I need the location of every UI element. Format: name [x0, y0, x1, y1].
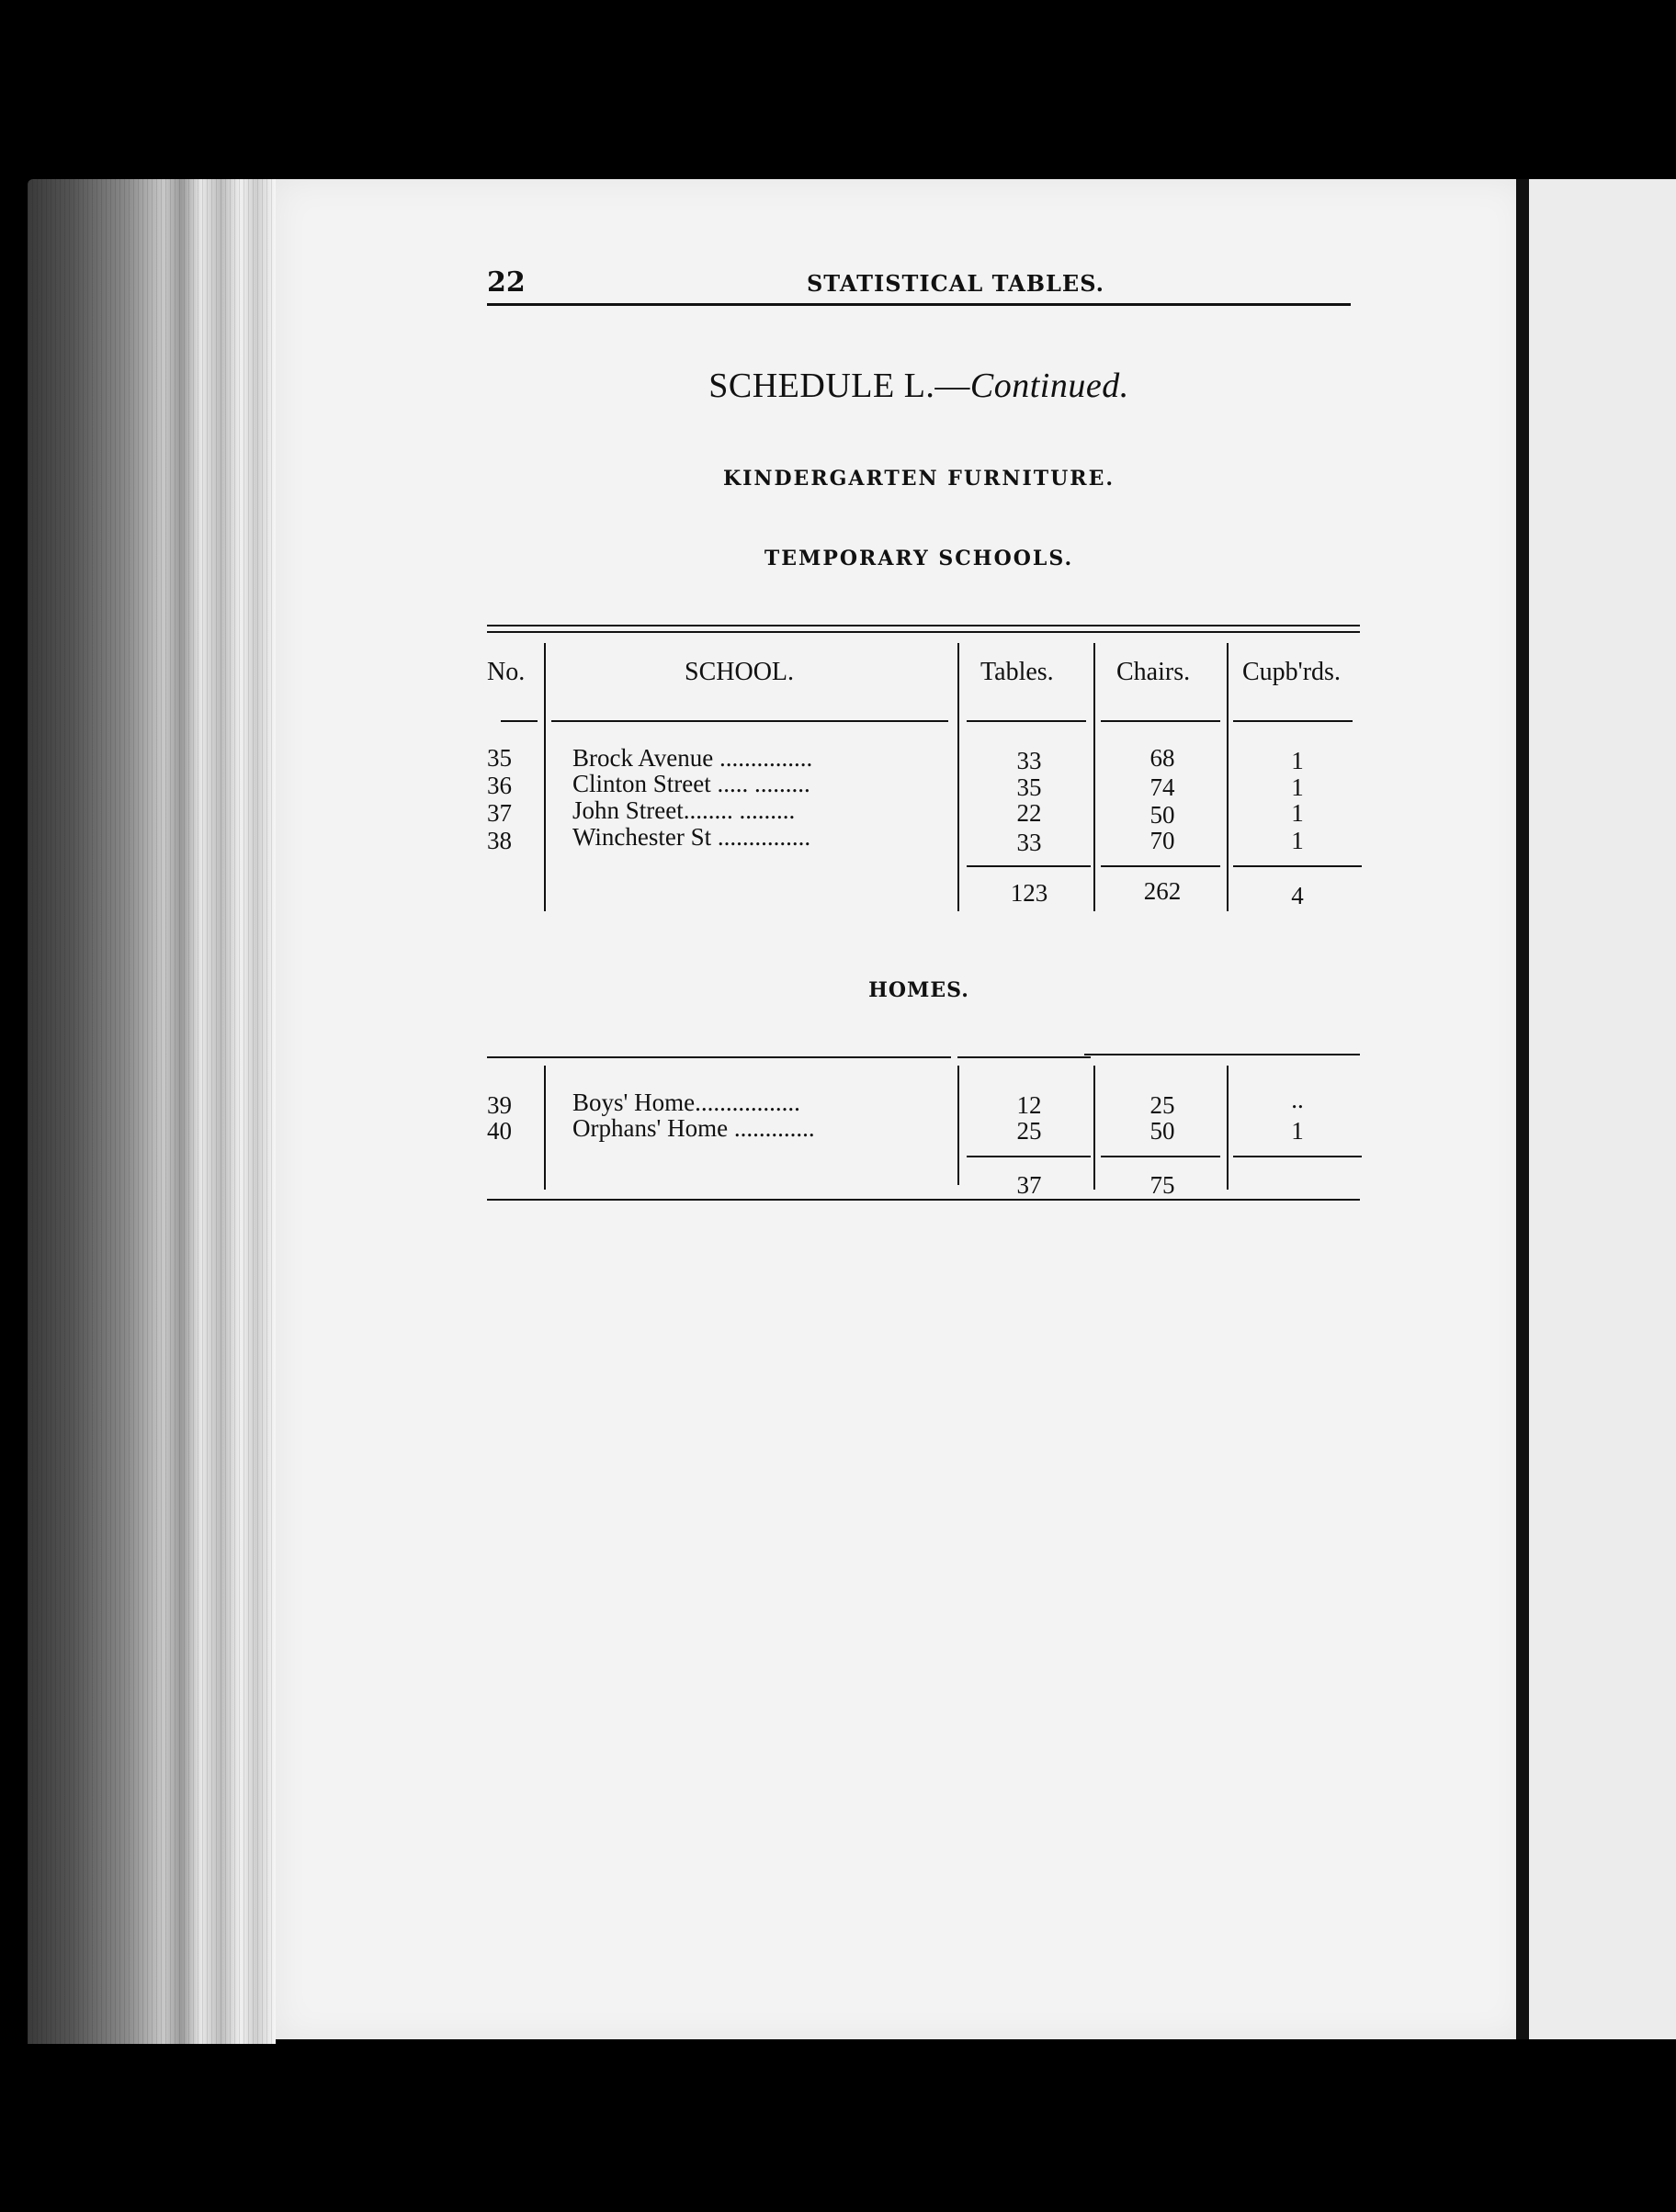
tables-total: 37 — [1016, 1171, 1042, 1199]
school-name: Brock Avenue ............... — [572, 744, 813, 772]
header-underline — [1101, 720, 1220, 722]
tables-count: 35 — [1016, 773, 1042, 801]
header-underline — [501, 720, 538, 722]
tables-count: 25 — [1016, 1117, 1042, 1145]
total-rule — [1233, 1156, 1362, 1157]
cupboards-count: 1 — [1291, 747, 1304, 774]
chairs-count: 74 — [1149, 773, 1175, 801]
row-number: 36 — [487, 772, 512, 799]
homes-title: HOMES. — [868, 978, 969, 1002]
header-no: No. — [487, 658, 526, 686]
column-divider — [544, 1066, 546, 1190]
row-number: 37 — [487, 799, 512, 827]
school-name: Boys' Home................. — [572, 1089, 800, 1116]
total-rule — [967, 865, 1091, 867]
cupboards-count: 1 — [1291, 799, 1304, 827]
schedule-title-main: SCHEDULE L.— — [708, 367, 970, 405]
row-number: 39 — [487, 1091, 512, 1119]
row-number: 40 — [487, 1117, 512, 1145]
school-name: John Street........ ......... — [572, 796, 796, 824]
cupboards-count: 1 — [1291, 773, 1304, 801]
cupboards-total: 4 — [1291, 882, 1304, 909]
chairs-total: 75 — [1149, 1171, 1175, 1199]
row-number: 38 — [487, 827, 512, 854]
tables-count: 22 — [1016, 799, 1042, 827]
chairs-total: 262 — [1143, 877, 1182, 905]
homes-table — [487, 1056, 1360, 1203]
total-rule — [1233, 865, 1362, 867]
facing-page-sliver — [1529, 179, 1676, 2039]
table-top-rule — [1084, 1054, 1360, 1055]
header-underline — [967, 720, 1086, 722]
schedule-title-continued: Continued. — [969, 367, 1129, 405]
running-title: STATISTICAL TABLES. — [806, 270, 1105, 297]
total-rule — [1101, 865, 1220, 867]
column-divider — [544, 643, 546, 911]
table-top-rule-double — [487, 631, 1360, 633]
school-name: Orphans' Home ............. — [572, 1114, 815, 1142]
book-gutter — [1516, 179, 1529, 2039]
running-head — [487, 266, 1351, 306]
header-chairs: Chairs. — [1116, 658, 1191, 686]
schedule-title — [487, 366, 1351, 406]
table-bottom-rule — [487, 1199, 1360, 1201]
chairs-count: 68 — [1149, 744, 1175, 772]
chairs-count: 50 — [1149, 801, 1175, 829]
header-cupboards: Cupb'rds. — [1242, 658, 1341, 686]
row-number: 35 — [487, 744, 512, 772]
header-underline — [1233, 720, 1353, 722]
chairs-count: 25 — [1149, 1091, 1175, 1119]
temporary-schools-table — [487, 625, 1360, 909]
cupboards-count: 1 — [1291, 827, 1304, 854]
school-name: Clinton Street ..... ......... — [572, 770, 810, 797]
total-rule — [967, 1156, 1091, 1157]
chairs-count: 50 — [1149, 1117, 1175, 1145]
header-underline — [551, 720, 948, 722]
tables-count: 12 — [1016, 1091, 1042, 1119]
tables-count: 33 — [1016, 747, 1042, 774]
cupboards-count: 1 — [1291, 1117, 1304, 1145]
header-school: SCHOOL. — [685, 658, 795, 686]
total-rule — [1101, 1156, 1220, 1157]
table-top-rule — [957, 1056, 1091, 1058]
book-page-edges — [28, 179, 276, 2044]
table-top-rule — [487, 1056, 951, 1058]
tables-count: 33 — [1016, 829, 1042, 856]
cupboards-count: .. — [1291, 1086, 1304, 1113]
page-number: 22 — [487, 266, 526, 299]
chairs-count: 70 — [1149, 827, 1175, 854]
tables-total: 123 — [1010, 879, 1048, 907]
table-top-rule — [487, 625, 1360, 626]
header-tables: Tables. — [980, 658, 1054, 686]
section-title: KINDERGARTEN FURNITURE. — [722, 467, 1115, 491]
school-name: Winchester St ............... — [572, 823, 811, 851]
subsection-title: TEMPORARY SCHOOLS. — [764, 547, 1074, 570]
